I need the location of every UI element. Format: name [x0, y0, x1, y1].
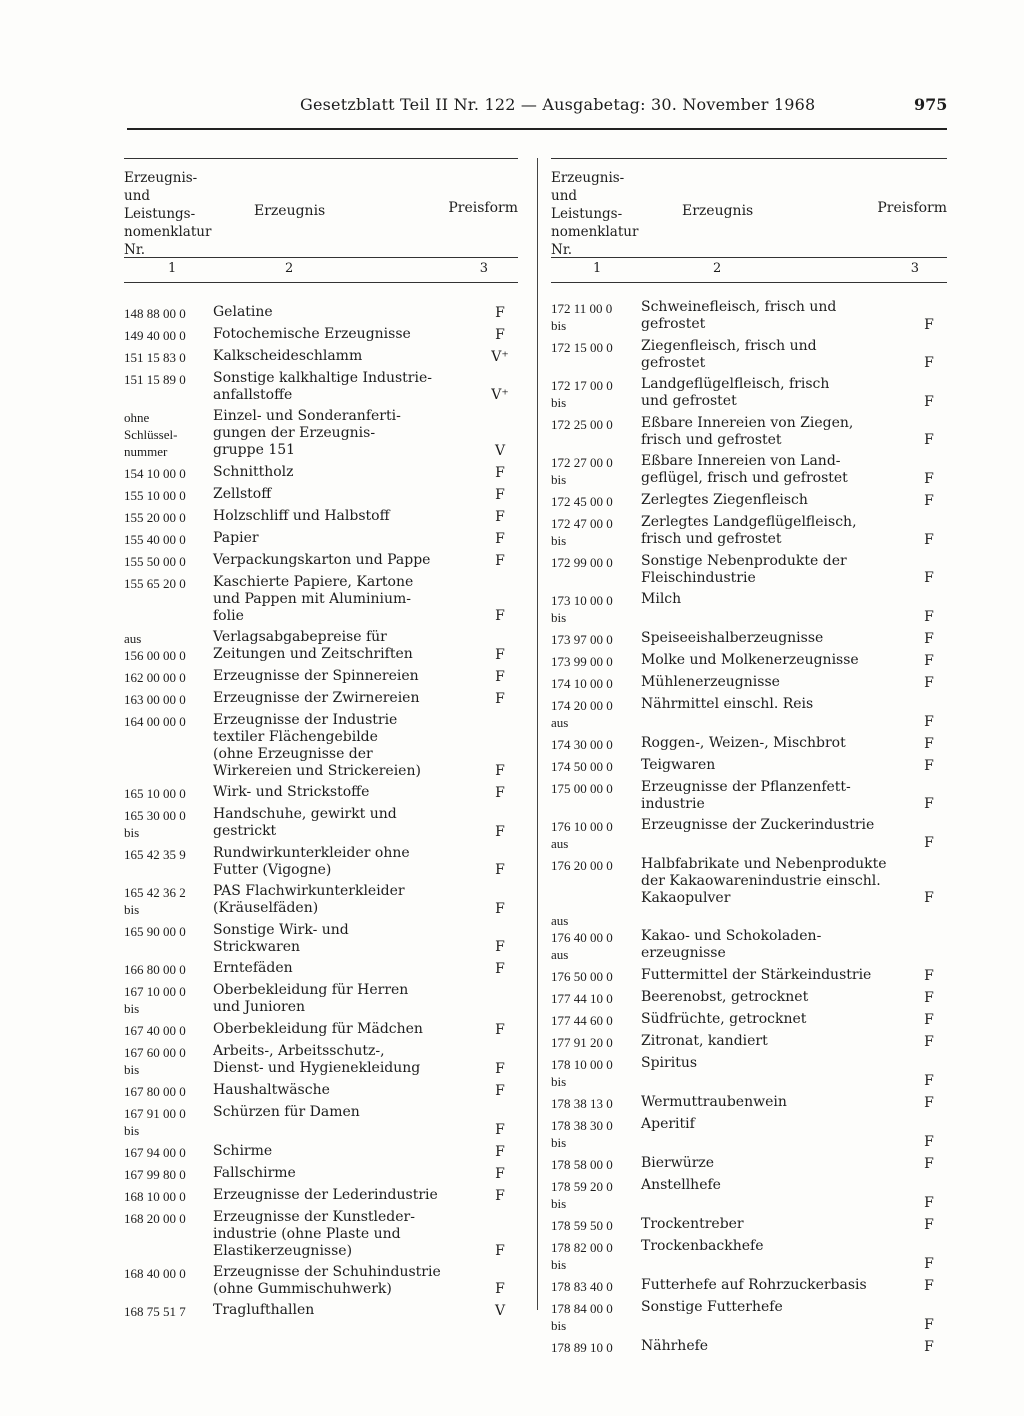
- table-row: [551, 674, 947, 692]
- product-code: 175 00 00 0: [551, 781, 613, 796]
- price-form: F: [495, 901, 505, 917]
- table-row: [551, 338, 947, 372]
- column-number-row: [124, 257, 518, 283]
- product-code: 168 75 51 7: [124, 1304, 186, 1319]
- product-code: 165 42 36 2 bis: [124, 885, 186, 917]
- price-form: F: [924, 1095, 934, 1111]
- product-code: 176 20 00 0: [551, 858, 613, 873]
- product-code: 165 30 00 0 bis: [124, 808, 186, 840]
- page-number: 975: [914, 95, 948, 114]
- table-row: [124, 326, 518, 344]
- product-code: 164 00 00 0: [124, 714, 186, 729]
- table-row: [551, 652, 947, 670]
- table-row: [551, 967, 947, 985]
- product-code: 155 40 00 0: [124, 532, 186, 547]
- price-form: F: [924, 990, 934, 1006]
- product-code: 173 99 00 0: [551, 654, 613, 669]
- table-header: [124, 158, 518, 257]
- price-form: V⁺: [491, 387, 509, 403]
- product-name: PAS Flachwirkunterkleider (Kräuselfäden): [213, 883, 405, 916]
- product-name: Halbfabrikate und Nebenprodukte der Kakaowarenindustrie einschl. Kakaopulver: [641, 856, 887, 906]
- table-row: [551, 1055, 947, 1090]
- product-code: 165 42 35 9: [124, 847, 186, 862]
- table-row: [124, 845, 518, 879]
- price-form: F: [495, 465, 505, 481]
- price-form: F: [924, 1317, 934, 1333]
- product-code: 172 99 00 0: [551, 555, 613, 570]
- product-code: 173 10 00 0 bis: [551, 593, 613, 625]
- product-code: 172 47 00 0 bis: [551, 516, 613, 548]
- table-row: [551, 1216, 947, 1234]
- table-row: [551, 735, 947, 753]
- table-row: [551, 1155, 947, 1173]
- product-name: Sonstige kalkhaltige Industrie- anfallstoffe: [213, 370, 432, 403]
- price-form: V: [494, 1303, 506, 1319]
- product-name: Speiseeishalberzeugnisse: [641, 630, 824, 646]
- product-code: 167 99 80 0: [124, 1167, 186, 1182]
- page-header: [0, 95, 1024, 125]
- code-header-line: und: [124, 188, 151, 204]
- price-form: F: [924, 1195, 934, 1211]
- product-code: 165 90 00 0: [124, 924, 186, 939]
- product-name: Sonstige Nebenprodukte der Fleischindustrie: [641, 553, 847, 586]
- price-form: F: [495, 1188, 505, 1204]
- product-code: 167 80 00 0: [124, 1084, 186, 1099]
- price-form: F: [924, 471, 934, 487]
- table-row: [124, 1082, 518, 1100]
- product-code: 172 25 00 0: [551, 417, 613, 432]
- table-row: [124, 530, 518, 548]
- product-code: 178 83 40 0: [551, 1279, 613, 1294]
- price-form: F: [924, 631, 934, 647]
- price-form: F: [924, 758, 934, 774]
- product-code: 174 10 00 0: [551, 676, 613, 691]
- product-code: 148 88 00 0: [124, 306, 186, 321]
- price-form: F: [495, 862, 505, 878]
- table-row: [124, 712, 518, 780]
- table-row: [551, 415, 947, 449]
- product-name: Erzeugnisse der Lederindustrie: [213, 1187, 438, 1203]
- product-code: 167 40 00 0: [124, 1023, 186, 1038]
- code-header-line: Leistungs-: [124, 206, 196, 222]
- table-row: [551, 1011, 947, 1029]
- left-column: [124, 158, 518, 1324]
- price-form: F: [924, 835, 934, 851]
- product-code: 174 20 00 0 aus: [551, 698, 613, 730]
- product-name: Erntefäden: [213, 960, 293, 976]
- table-row: [551, 630, 947, 648]
- product-name: Eßbare Innereien von Ziegen, frisch und gefrostet: [641, 415, 854, 448]
- table-row: [124, 1104, 518, 1139]
- price-form: F: [495, 531, 505, 547]
- product-name: Eßbare Innereien von Land- geflügel, frisch und gefrostet: [641, 453, 848, 486]
- product-code: 149 40 00 0: [124, 328, 186, 343]
- product-name: Teigwaren: [641, 757, 716, 773]
- price-form: F: [495, 608, 505, 624]
- product-code: 165 10 00 0: [124, 786, 186, 801]
- price-form: F: [495, 509, 505, 525]
- price-form: F: [495, 1243, 505, 1259]
- product-code: 177 91 20 0: [551, 1035, 613, 1050]
- product-code: 173 97 00 0: [551, 632, 613, 647]
- product-name: Landgeflügelfleisch, frisch und gefrostet: [641, 376, 830, 409]
- code-header-line: Leistungs-: [551, 206, 623, 222]
- product-code: 178 84 00 0 bis: [551, 1301, 613, 1333]
- product-name: Südfrüchte, getrocknet: [641, 1011, 807, 1027]
- price-form: F: [924, 1073, 934, 1089]
- product-code: 174 50 00 0: [551, 759, 613, 774]
- product-name: Schweinefleisch, frisch und gefrostet: [641, 299, 837, 332]
- product-name: Schnittholz: [213, 464, 294, 480]
- product-name: Fotochemische Erzeugnisse: [213, 326, 411, 342]
- price-form: F: [495, 939, 505, 955]
- product-code: 178 82 00 0 bis: [551, 1240, 613, 1272]
- product-code: 155 20 00 0: [124, 510, 186, 525]
- product-name: Schürzen für Damen: [213, 1104, 360, 1120]
- product-code: 167 91 00 0 bis: [124, 1106, 186, 1138]
- product-code: ohne Schlüssel- nummer: [124, 410, 178, 459]
- product-name: Futtermittel der Stärkeindustrie: [641, 967, 872, 983]
- product-name: Anstellhefe: [641, 1177, 721, 1193]
- code-header-line: nomenklatur: [124, 224, 212, 240]
- column-number-row: [551, 257, 947, 283]
- price-form: F: [495, 669, 505, 685]
- price-form: F: [924, 394, 934, 410]
- product-name: Zerlegtes Landgeflügelfleisch, frisch und gefrostet: [641, 514, 857, 547]
- product-name: Futterhefe auf Rohrzuckerbasis: [641, 1277, 867, 1293]
- table-row: [551, 1277, 947, 1295]
- price-form: F: [924, 493, 934, 509]
- code-column-header: [551, 169, 638, 259]
- price-form: F: [924, 675, 934, 691]
- product-code: 172 15 00 0: [551, 340, 613, 355]
- price-form: F: [495, 487, 505, 503]
- table-row: [551, 1094, 947, 1112]
- product-code: aus 176 40 00 0 aus: [551, 913, 613, 962]
- column-number: 1: [593, 261, 602, 276]
- price-form: F: [495, 1122, 505, 1138]
- price-form: F: [924, 1256, 934, 1272]
- table-row: [551, 989, 947, 1007]
- price-form: F: [924, 532, 934, 548]
- price-form: F: [495, 647, 505, 663]
- product-name: Aperitif: [641, 1116, 695, 1132]
- table-row: [124, 960, 518, 978]
- code-header-line: Erzeugnis-: [124, 170, 198, 186]
- product-code: 176 50 00 0: [551, 969, 613, 984]
- price-form: F: [924, 653, 934, 669]
- table-row: [551, 1299, 947, 1334]
- product-name: Roggen-, Weizen-, Mischbrot: [641, 735, 846, 751]
- product-name: Zellstoff: [213, 486, 272, 502]
- right-table-body: [551, 299, 947, 1356]
- product-name: Oberbekleidung für Herren und Junioren: [213, 982, 409, 1015]
- price-form: F: [924, 1278, 934, 1294]
- column-number: 1: [168, 261, 177, 276]
- price-form-column-header: Preisform: [877, 200, 947, 216]
- price-form: F: [495, 691, 505, 707]
- product-name: Zitronat, kandiert: [641, 1033, 768, 1049]
- table-row: [124, 1021, 518, 1039]
- table-row: [124, 1143, 518, 1161]
- price-form: F: [924, 355, 934, 371]
- table-row: [551, 856, 947, 907]
- price-form: F: [924, 1339, 934, 1355]
- table-row: [124, 1264, 518, 1298]
- table-row: [124, 690, 518, 708]
- price-form: F: [924, 1134, 934, 1150]
- table-row: [124, 922, 518, 956]
- table-row: [551, 514, 947, 549]
- table-row: [551, 696, 947, 731]
- table-row: [124, 784, 518, 802]
- price-form: F: [495, 305, 505, 321]
- table-row: [551, 757, 947, 775]
- table-row: [551, 376, 947, 411]
- product-name: Erzeugnisse der Pflanzenfett- industrie: [641, 779, 851, 812]
- product-code: 167 94 00 0: [124, 1145, 186, 1160]
- table-row: [551, 817, 947, 852]
- product-code: 155 65 20 0: [124, 576, 186, 591]
- price-form: F: [495, 1061, 505, 1077]
- table-row: [551, 1338, 947, 1356]
- product-name: Kakao- und Schokoladen- erzeugnisse: [641, 928, 822, 961]
- product-code: 178 10 00 0 bis: [551, 1057, 613, 1089]
- product-code: 172 11 00 0 bis: [551, 301, 613, 333]
- price-form: V⁺: [491, 349, 509, 365]
- product-name: Sonstige Futterhefe: [641, 1299, 783, 1315]
- price-form: F: [924, 796, 934, 812]
- column-number: 2: [713, 261, 722, 276]
- price-form: F: [495, 553, 505, 569]
- price-form: V: [494, 443, 506, 459]
- price-form-column-header: Preisform: [448, 200, 518, 216]
- code-header-line: Nr.: [124, 242, 146, 258]
- product-code: 172 17 00 0 bis: [551, 378, 613, 410]
- left-table-body: [124, 304, 518, 1320]
- price-form: F: [924, 570, 934, 586]
- product-code: 151 15 89 0: [124, 372, 186, 387]
- product-name: Papier: [213, 530, 259, 546]
- product-name: Erzeugnisse der Kunstleder- industrie (ohne Plaste und Elastikerzeugnisse): [213, 1209, 415, 1259]
- product-name: Milch: [641, 591, 682, 607]
- product-code: 178 59 20 0 bis: [551, 1179, 613, 1211]
- product-name: Erzeugnisse der Zwirnereien: [213, 690, 420, 706]
- product-name: Erzeugnisse der Spinnereien: [213, 668, 419, 684]
- table-row: [124, 370, 518, 404]
- product-name: Erzeugnisse der Industrie textiler Flächengebilde (ohne Erzeugnisse der Wirkereien und Strickereien): [213, 712, 421, 779]
- product-code: 178 89 10 0: [551, 1340, 613, 1355]
- table-row: [124, 464, 518, 482]
- product-name: Erzeugnisse der Zuckerindustrie: [641, 817, 875, 833]
- product-name: Mühlenerzeugnisse: [641, 674, 780, 690]
- table-row: [124, 806, 518, 841]
- product-code: 155 50 00 0: [124, 554, 186, 569]
- product-name: Bierwürze: [641, 1155, 715, 1171]
- product-code: 167 60 00 0 bis: [124, 1045, 186, 1077]
- product-code: 167 10 00 0 bis: [124, 984, 186, 1016]
- table-row: [551, 299, 947, 334]
- product-name: Zerlegtes Ziegenfleisch: [641, 492, 808, 508]
- product-name: Spiritus: [641, 1055, 698, 1071]
- price-form: F: [495, 763, 505, 779]
- table-row: [551, 1177, 947, 1212]
- product-name: Einzel- und Sonderanferti- gungen der Erzeugnis- gruppe 151: [213, 408, 401, 458]
- price-form: F: [495, 1281, 505, 1297]
- product-name: Nährmittel einschl. Reis: [641, 696, 814, 712]
- table-row: [124, 304, 518, 322]
- column-number: 2: [285, 261, 294, 276]
- table-row: [124, 1302, 518, 1320]
- product-name: Erzeugnisse der Schuhindustrie (ohne Gummischuhwerk): [213, 1264, 441, 1297]
- product-name: Gelatine: [213, 304, 273, 320]
- product-code: 151 15 83 0: [124, 350, 186, 365]
- price-form: F: [924, 1217, 934, 1233]
- product-name: Schirme: [213, 1143, 273, 1159]
- table-row: [551, 1116, 947, 1151]
- product-name: Trockenbackhefe: [641, 1238, 764, 1254]
- table-row: [551, 453, 947, 488]
- product-code: 178 38 13 0: [551, 1096, 613, 1111]
- product-column-header: Erzeugnis: [682, 203, 754, 219]
- product-code: 172 45 00 0: [551, 494, 613, 509]
- code-header-line: nomenklatur: [551, 224, 639, 240]
- code-header-line: Erzeugnis-: [551, 170, 625, 186]
- price-form: F: [924, 1156, 934, 1172]
- table-row: [124, 1187, 518, 1205]
- price-form: F: [495, 961, 505, 977]
- price-form: F: [924, 968, 934, 984]
- product-name: Handschuhe, gewirkt und gestrickt: [213, 806, 397, 839]
- table-header: [551, 158, 947, 257]
- price-form: F: [924, 317, 934, 333]
- table-row: [124, 668, 518, 686]
- table-row: [124, 629, 518, 664]
- table-row: [551, 591, 947, 626]
- column-number: 3: [479, 261, 488, 276]
- price-form: F: [495, 1144, 505, 1160]
- product-name: Wermuttraubenwein: [641, 1094, 787, 1110]
- price-form: F: [924, 714, 934, 730]
- price-form: F: [924, 432, 934, 448]
- product-column-header: Erzeugnis: [254, 203, 326, 219]
- product-name: Trockentreber: [641, 1216, 744, 1232]
- product-name: Holzschliff und Halbstoff: [213, 508, 390, 524]
- product-code: 168 40 00 0: [124, 1266, 186, 1281]
- table-row: [124, 1043, 518, 1078]
- table-row: [124, 552, 518, 570]
- table-row: [124, 574, 518, 625]
- product-code: 155 10 00 0: [124, 488, 186, 503]
- product-code: 174 30 00 0: [551, 737, 613, 752]
- table-row: [124, 1209, 518, 1260]
- price-form: F: [495, 1083, 505, 1099]
- price-form: F: [495, 1166, 505, 1182]
- price-form: F: [924, 1012, 934, 1028]
- product-name: Rundwirkunterkleider ohne Futter (Vigogne): [213, 845, 410, 878]
- product-name: Molke und Molkenerzeugnisse: [641, 652, 859, 668]
- product-name: Fallschirme: [213, 1165, 296, 1181]
- product-name: Kalkscheideschlamm: [213, 348, 363, 364]
- price-form: F: [924, 736, 934, 752]
- product-code: 177 44 10 0: [551, 991, 613, 1006]
- table-row: [551, 1033, 947, 1051]
- column-number: 3: [910, 261, 919, 276]
- price-form: F: [495, 1022, 505, 1038]
- product-name: Verpackungskarton und Pappe: [213, 552, 431, 568]
- product-name: Sonstige Wirk- und Strickwaren: [213, 922, 349, 955]
- table-row: [551, 911, 947, 963]
- table-row: [124, 486, 518, 504]
- price-form: F: [495, 785, 505, 801]
- table-row: [124, 883, 518, 918]
- price-form: F: [495, 327, 505, 343]
- product-code: 178 59 50 0: [551, 1218, 613, 1233]
- product-name: Traglufthallen: [213, 1302, 315, 1318]
- table-row: [124, 508, 518, 526]
- product-name: Beerenobst, getrocknet: [641, 989, 809, 1005]
- code-header-line: und: [551, 188, 578, 204]
- product-code: 178 58 00 0: [551, 1157, 613, 1172]
- table-row: [551, 492, 947, 510]
- product-code: 172 27 00 0 bis: [551, 455, 613, 487]
- table-row: [124, 348, 518, 366]
- product-name: Verlagsabgabepreise für Zeitungen und Zeitschriften: [213, 629, 413, 662]
- price-form: F: [924, 1034, 934, 1050]
- product-code: 154 10 00 0: [124, 466, 186, 481]
- code-column-header: [124, 169, 211, 259]
- product-code: 177 44 60 0: [551, 1013, 613, 1028]
- product-name: Kaschierte Papiere, Kartone und Pappen mit Aluminium- folie: [213, 574, 414, 624]
- price-form: F: [924, 609, 934, 625]
- product-name: Arbeits-, Arbeitsschutz-, Dienst- und Hygienekleidung: [213, 1043, 421, 1076]
- table-row: [551, 553, 947, 587]
- product-code: 178 38 30 0 bis: [551, 1118, 613, 1150]
- product-code: 176 10 00 0 aus: [551, 819, 613, 851]
- product-code: 168 20 00 0: [124, 1211, 186, 1226]
- product-name: Wirk- und Strickstoffe: [213, 784, 370, 800]
- column-divider: [537, 158, 538, 1310]
- product-code: 166 80 00 0: [124, 962, 186, 977]
- product-code: 168 10 00 0: [124, 1189, 186, 1204]
- product-name: Nährhefe: [641, 1338, 709, 1354]
- header-rule: [127, 128, 947, 130]
- product-name: Oberbekleidung für Mädchen: [213, 1021, 423, 1037]
- table-row: [551, 779, 947, 813]
- product-code: 163 00 00 0: [124, 692, 186, 707]
- table-row: [124, 1165, 518, 1183]
- table-row: [124, 408, 518, 460]
- code-header-line: Nr.: [551, 242, 573, 258]
- right-column: [551, 158, 947, 1360]
- product-code: 162 00 00 0: [124, 670, 186, 685]
- price-form: F: [495, 824, 505, 840]
- product-code: aus 156 00 00 0: [124, 631, 186, 663]
- publication-header-title: Gesetzblatt Teil II Nr. 122 — Ausgabetag: 30. November 1968: [300, 95, 816, 114]
- product-name: Ziegenfleisch, frisch und gefrostet: [641, 338, 817, 371]
- price-form: F: [924, 890, 934, 906]
- table-row: [124, 982, 518, 1017]
- product-name: Haushaltwäsche: [213, 1082, 330, 1098]
- table-row: [551, 1238, 947, 1273]
